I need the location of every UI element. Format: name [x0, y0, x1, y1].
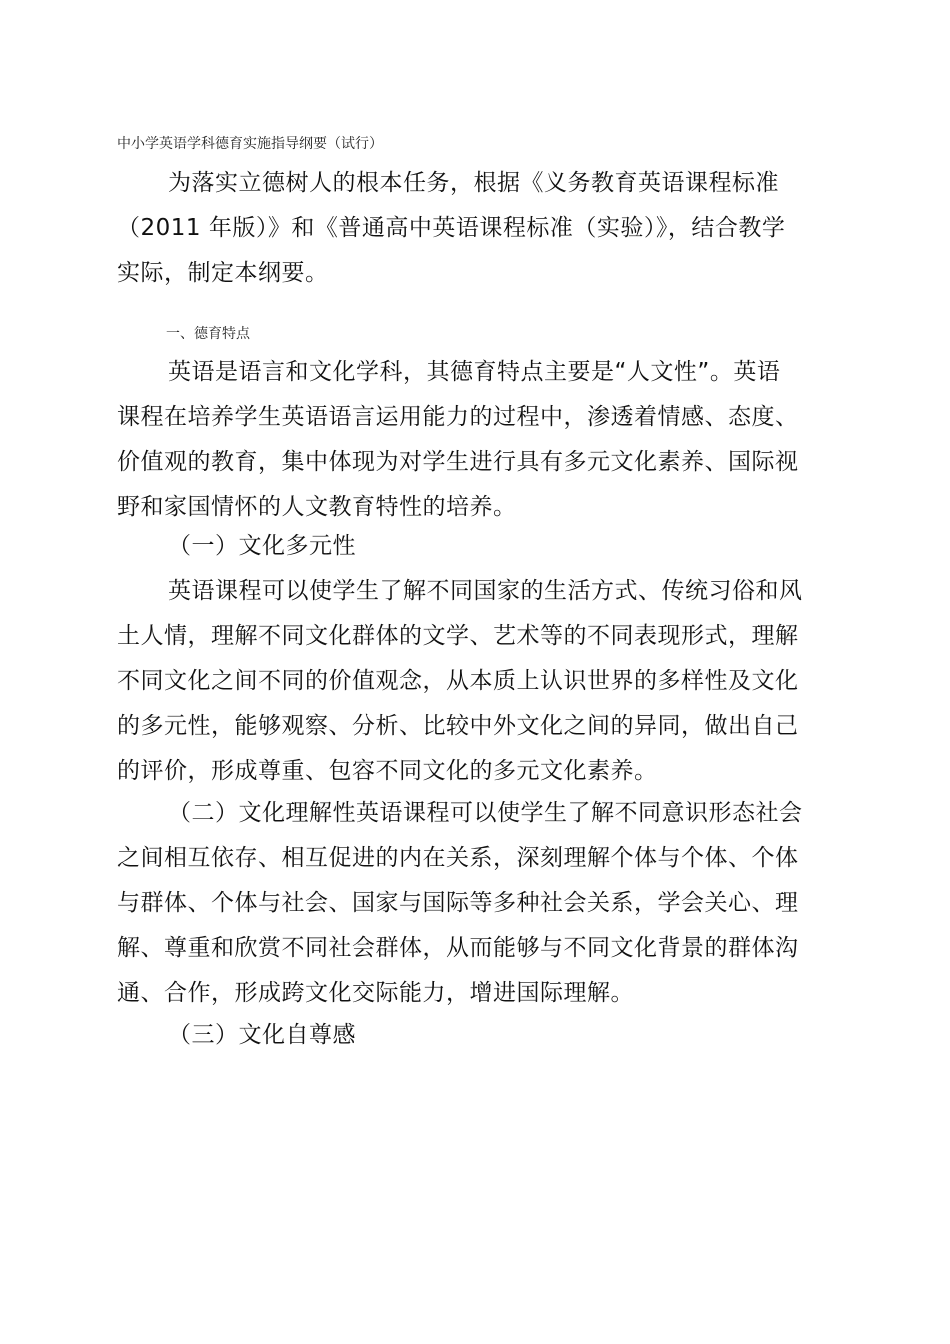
- section-heading-moral-features: 一、德育特点: [166, 326, 250, 342]
- cultural-diversity-paragraph: [117, 569, 847, 794]
- paragraph-line: 课程在培养学生英语语言运用能力的过程中，渗透着情感、态度、: [117, 404, 799, 430]
- paragraph-line: 通、合作，形成跨文化交际能力，增进国际理解。: [117, 980, 634, 1006]
- paragraph-line: 英语是语言和文化学科，其德育特点主要是“人文性”。英语: [168, 359, 781, 385]
- paragraph-line: （二）文化理解性英语课程可以使学生了解不同意识形态社会: [168, 800, 803, 826]
- paragraph-line: 土人情，理解不同文化群体的文学、艺术等的不同表现形式，理解: [117, 623, 799, 649]
- subheading-cultural-diversity: （一）文化多元性: [168, 533, 356, 559]
- intro-line: 实际，制定本纲要。: [117, 260, 329, 286]
- paragraph-line: 英语课程可以使学生了解不同国家的生活方式、传统习俗和风: [168, 578, 803, 604]
- subheading-cultural-self-respect: （三）文化自尊感: [168, 1022, 356, 1048]
- paragraph-line: 解、尊重和欣赏不同社会群体，从而能够与不同文化背景的群体沟: [117, 935, 799, 961]
- paragraph-line: 的多元性，能够观察、分析、比较中外文化之间的异同，做出自己: [117, 713, 799, 739]
- paragraph-line: 价值观的教育，集中体现为对学生进行具有多元文化素养、国际视: [117, 449, 799, 475]
- cultural-understanding-paragraph: [117, 791, 847, 1016]
- paragraph-line: 野和家国情怀的人文教育特性的培养。: [117, 494, 517, 520]
- moral-features-paragraph: [117, 350, 847, 530]
- paragraph-line: 与群体、个体与社会、国家与国际等多种社会关系，学会关心、理: [117, 890, 799, 916]
- intro-paragraph: [117, 161, 847, 296]
- intro-line: （2011 年版）》和《普通高中英语课程标准（实验）》，结合教学: [117, 215, 786, 241]
- paragraph-line: 之间相互依存、相互促进的内在关系，深刻理解个体与个体、个体: [117, 845, 799, 871]
- paragraph-line: 的评价，形成尊重、包容不同文化的多元文化素养。: [117, 758, 658, 784]
- paragraph-line: 不同文化之间不同的价值观念，从本质上认识世界的多样性及文化: [117, 668, 799, 694]
- document-title: 中小学英语学科德育实施指导纲要（试行）: [117, 136, 383, 152]
- intro-line: 为落实立德树人的根本任务，根据《义务教育英语课程标准: [168, 170, 779, 196]
